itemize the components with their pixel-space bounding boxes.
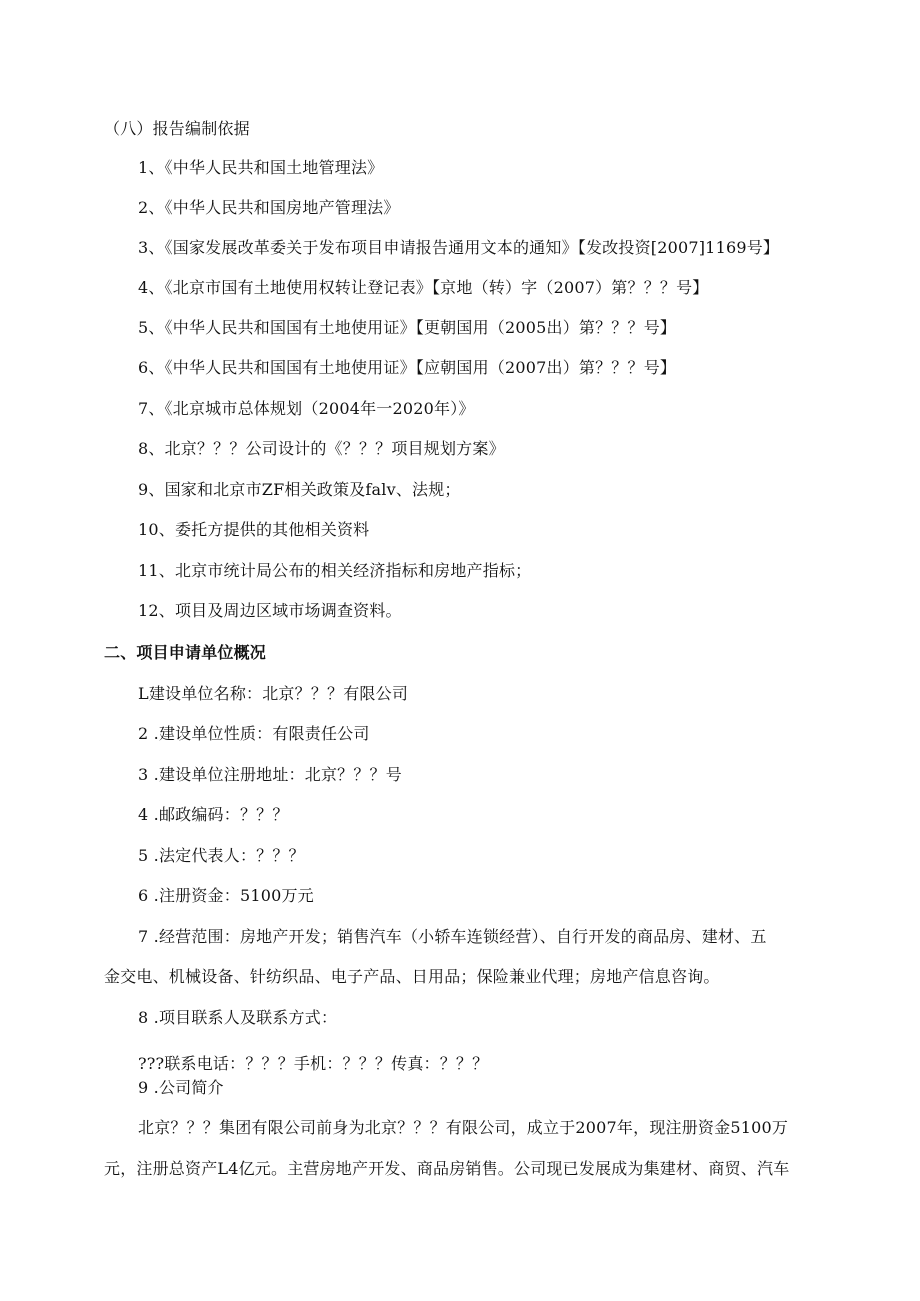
basis-item-5: 5、《中华人民共和国国有土地使用证》【更朝国用（2005出）第？？？号】 xyxy=(138,318,677,337)
applicant-capital: 6 .注册资金：5100万元 xyxy=(138,886,314,905)
section-heading-basis: （八）报告编制依据 xyxy=(104,119,250,138)
basis-item-4: 4、《北京市国有土地使用权转让登记表》【京地（转）字（2007）第？？？号】 xyxy=(138,278,709,297)
basis-item-6: 6、《中华人民共和国国有土地使用证》【应朝国用（2007出）第？？？号】 xyxy=(138,358,677,377)
basis-item-12: 12、项目及周边区域市场调查资料。 xyxy=(138,601,402,620)
applicant-name: L建设单位名称：北京？？？有限公司 xyxy=(138,684,409,703)
basis-item-8: 8、北京？？？公司设计的《？？？项目规划方案》 xyxy=(138,439,505,458)
company-profile-heading: 9 .公司简介 xyxy=(138,1078,224,1097)
applicant-contact-details: ???联系电话：？？？手机：？？？传真：？？？ xyxy=(138,1054,489,1073)
basis-item-7: 7、《北京城市总体规划（2004年一2020年）》 xyxy=(138,399,475,418)
applicant-address: 3 .建设单位注册地址：北京？？？号 xyxy=(138,765,402,784)
basis-item-9: 9、国家和北京市ZF相关政策及falv、法规； xyxy=(138,480,461,499)
applicant-nature: 2 .建设单位性质：有限责任公司 xyxy=(138,724,370,743)
company-profile-line-2: 元，注册总资产L4亿元。主营房地产开发、商品房销售。公司现已发展成为集建材、商贸、汽车 xyxy=(104,1159,790,1178)
basis-item-3: 3、《国家发展改革委关于发布项目申请报告通用文本的通知》【发改投资[2007]1169号】 xyxy=(138,238,780,257)
applicant-legal-rep: 5 .法定代表人：？？？ xyxy=(138,846,305,865)
applicant-scope-line-2: 金交电、机械设备、针纺织品、电子产品、日用品；保险兼业代理；房地产信息咨询。 xyxy=(104,967,720,986)
basis-item-1: 1、《中华人民共和国土地管理法》 xyxy=(138,158,384,177)
basis-item-10: 10、委托方提供的其他相关资料 xyxy=(138,520,370,539)
applicant-contact-heading: 8 .项目联系人及联系方式： xyxy=(138,1008,338,1027)
section-heading-applicant: 二、项目申请单位概况 xyxy=(104,643,267,662)
basis-item-11: 11、北京市统计局公布的相关经济指标和房地产指标； xyxy=(138,561,532,580)
applicant-postcode: 4 .邮政编码：？？？ xyxy=(138,805,289,824)
basis-item-2: 2、《中华人民共和国房地产管理法》 xyxy=(138,198,400,217)
company-profile-line-1: 北京？？？集团有限公司前身为北京？？？有限公司，成立于2007年，现注册资金5100万 xyxy=(138,1118,789,1137)
applicant-scope-line-1: 7 .经营范围：房地产开发；销售汽车（小轿车连锁经营）、自行开发的商品房、建材、五 xyxy=(138,927,767,946)
